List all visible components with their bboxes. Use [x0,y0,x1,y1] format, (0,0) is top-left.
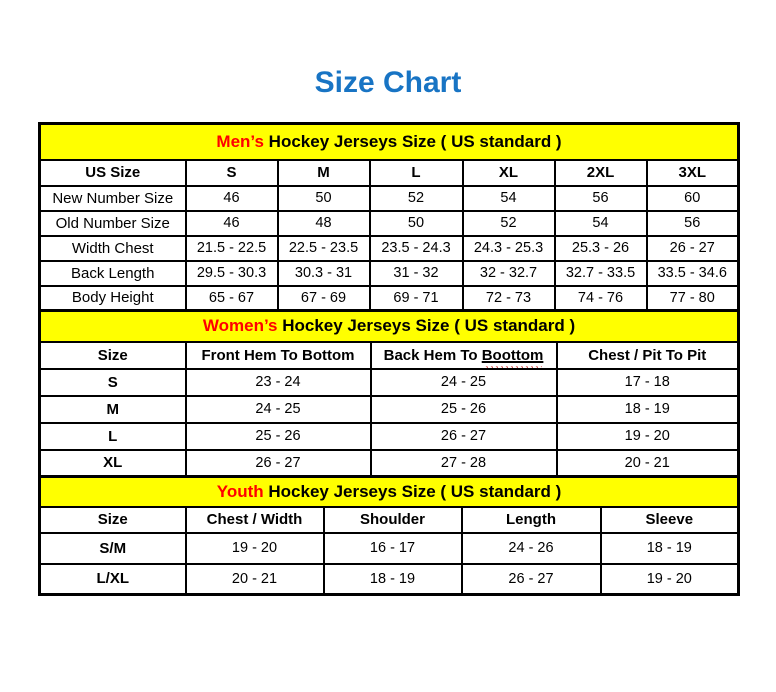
size-value: 24 - 25 [186,396,371,423]
size-value: 25 - 26 [371,396,557,423]
size-value: 31 - 32 [370,261,463,286]
size-value: 26 - 27 [371,423,557,450]
size-value: 56 [647,211,739,236]
size-value: 30.3 - 31 [278,261,370,286]
size-value: 24 - 25 [371,369,557,396]
column-header: Sleeve [601,507,739,533]
table-row [40,369,739,396]
size-value: 18 - 19 [324,564,462,595]
size-value: 52 [370,186,463,211]
column-header: Size [40,342,186,369]
womens-header-row [40,342,739,369]
row-label: S/M [40,533,186,564]
page-title: Size Chart [314,66,462,99]
size-value: 32 - 32.7 [463,261,555,286]
size-value: 18 - 19 [557,396,739,423]
size-value: 29.5 - 30.3 [186,261,278,286]
mens-section-banner: Men’s Hockey Jerseys Size ( US standard ) [40,124,739,160]
size-value: 46 [186,211,278,236]
womens-section-banner: Women’s Hockey Jerseys Size ( US standard ) [40,311,739,342]
size-value: 48 [278,211,370,236]
table-row [40,186,739,211]
size-value: 22.5 - 23.5 [278,236,370,261]
size-value: 19 - 20 [557,423,739,450]
row-label: XL [40,450,186,477]
size-chart-tables [38,122,737,596]
column-header: Length [462,507,601,533]
column-header: Front Hem To Bottom [186,342,371,369]
mens-size-table [38,122,740,312]
row-label: Width Chest [40,236,186,261]
size-value: 20 - 21 [557,450,739,477]
row-label: L [40,423,186,450]
table-row [40,211,739,236]
size-value: 50 [278,186,370,211]
size-value: 72 - 73 [463,286,555,311]
column-header: Shoulder [324,507,462,533]
size-value: 18 - 19 [601,533,739,564]
size-value: 24 - 26 [462,533,601,564]
row-label: Old Number Size [40,211,186,236]
youth-size-table [38,475,740,596]
size-value: 60 [647,186,739,211]
size-value: 25 - 26 [186,423,371,450]
youth-section-banner: Youth Hockey Jerseys Size ( US standard ) [40,477,739,507]
banner-highlight: Women’s [202,316,278,336]
size-value: 74 - 76 [555,286,647,311]
table-row [40,286,739,311]
column-header: Size [40,507,186,533]
size-value: 27 - 28 [371,450,557,477]
size-value: 23 - 24 [186,369,371,396]
table-row [40,450,739,477]
column-header: 3XL [647,160,739,186]
size-value: 77 - 80 [647,286,739,311]
size-value: 24.3 - 25.3 [463,236,555,261]
size-value: 52 [463,211,555,236]
size-value: 20 - 21 [186,564,324,595]
youth-header-row [40,507,739,533]
column-header: M [278,160,370,186]
mens-header-row [40,160,739,186]
column-header: L [370,160,463,186]
size-value: 54 [555,211,647,236]
size-value: 25.3 - 26 [555,236,647,261]
misspelled-word: Boottom [481,346,544,364]
row-label: L/XL [40,564,186,595]
table-row [40,423,739,450]
table-row [40,564,739,595]
size-value: 67 - 69 [278,286,370,311]
column-header: S [186,160,278,186]
size-value: 21.5 - 22.5 [186,236,278,261]
size-value: 19 - 20 [601,564,739,595]
womens-size-table [38,309,740,478]
size-value: 33.5 - 34.6 [647,261,739,286]
size-value: 65 - 67 [186,286,278,311]
column-header: Back Hem To Boottom [371,342,557,369]
size-value: 26 - 27 [186,450,371,477]
size-value: 19 - 20 [186,533,324,564]
row-label: S [40,369,186,396]
column-header: 2XL [555,160,647,186]
banner-highlight: Men’s [216,131,264,151]
column-header: US Size [40,160,186,186]
table-row [40,261,739,286]
column-header: XL [463,160,555,186]
row-label: M [40,396,186,423]
size-value: 50 [370,211,463,236]
size-value: 54 [463,186,555,211]
size-value: 46 [186,186,278,211]
column-header: Chest / Width [186,507,324,533]
size-value: 69 - 71 [370,286,463,311]
size-value: 32.7 - 33.5 [555,261,647,286]
row-label: New Number Size [40,186,186,211]
size-value: 56 [555,186,647,211]
table-row [40,236,739,261]
size-value: 26 - 27 [647,236,739,261]
row-label: Body Height [40,286,186,311]
size-value: 23.5 - 24.3 [370,236,463,261]
column-header: Chest / Pit To Pit [557,342,739,369]
size-value: 17 - 18 [557,369,739,396]
banner-highlight: Youth [216,481,264,501]
table-row [40,396,739,423]
size-value: 26 - 27 [462,564,601,595]
size-value: 16 - 17 [324,533,462,564]
table-row [40,533,739,564]
row-label: Back Length [40,261,186,286]
